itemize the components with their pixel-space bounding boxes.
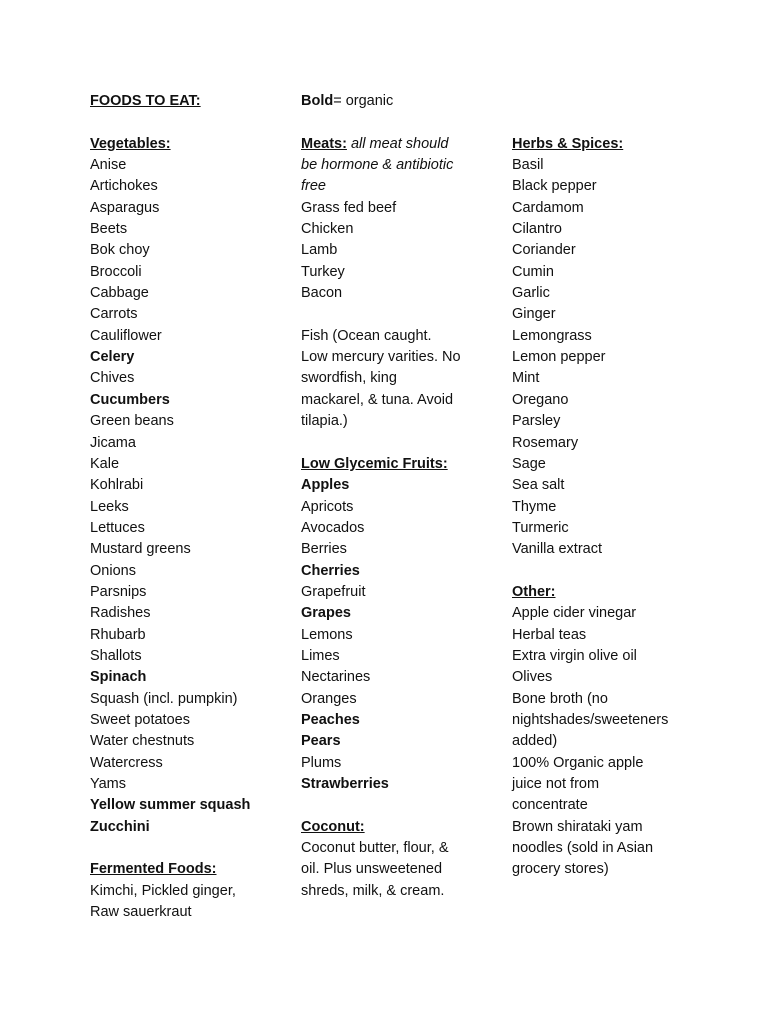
list-item: Water chestnuts (90, 733, 195, 750)
meats-heading: Meats: (301, 135, 347, 152)
fruits-heading: Low Glycemic Fruits: (301, 455, 448, 472)
meats-heading-line (301, 134, 481, 155)
list-item: Plums (301, 754, 342, 771)
list-item: Anise (90, 157, 127, 174)
list-item: Turmeric (512, 519, 569, 536)
text-line: noodles (sold in Asian (512, 840, 654, 857)
page-title: FOODS TO EAT: (90, 93, 201, 109)
list-item: Rhubarb (90, 626, 146, 643)
bold-legend: Bold= organic (301, 93, 394, 109)
list-item: Lettuces (90, 519, 145, 536)
list-item: Cilantro (512, 221, 562, 238)
list-item: Jicama (90, 434, 136, 451)
list-item: Chives (90, 370, 135, 387)
list-item: Lemon pepper (512, 349, 606, 366)
list-item: Strawberries (301, 776, 389, 792)
text-line: juice not from (512, 776, 600, 792)
fruits-list (301, 475, 481, 795)
meats-note: free (301, 178, 326, 195)
column-meats-fruits (301, 91, 481, 902)
list-item: Yellow summer squash (90, 797, 251, 814)
list-item: Chicken (301, 221, 354, 238)
list-item: Squash (incl. pumpkin) (90, 690, 238, 707)
list-item: Apples (301, 477, 350, 494)
text-line: Brown shirataki yam (512, 818, 643, 835)
list-item: Rosemary (512, 434, 579, 451)
text-line: Fish (Ocean caught. (301, 327, 432, 344)
text-line: Raw sauerkraut (90, 904, 192, 921)
text-line: oil. Plus unsweetened (301, 861, 443, 878)
meats-list (301, 198, 481, 305)
text-line: Coconut butter, flour, & (301, 840, 449, 857)
list-item: Sweet potatoes (90, 711, 190, 728)
text-line: Bone broth (no (512, 690, 608, 707)
list-item: Parsnips (90, 583, 147, 600)
herbs-list (512, 155, 702, 561)
list-item: Ginger (512, 306, 556, 323)
column-vegetables (90, 91, 285, 923)
list-item: Sea salt (512, 477, 565, 494)
list-item: Celery (90, 349, 135, 366)
text-line: mackarel, & tuna. Avoid (301, 391, 454, 408)
list-item: Grapefruit (301, 583, 366, 600)
list-item: Kale (90, 455, 120, 472)
vegetables-list (90, 155, 285, 838)
text-line: Extra virgin olive oil (512, 647, 637, 664)
list-item: Lemons (301, 626, 353, 643)
list-item: Cucumbers (90, 391, 170, 408)
list-item: Green beans (90, 413, 174, 430)
text-line: Kimchi, Pickled ginger, (90, 882, 236, 899)
list-item: Cherries (301, 562, 360, 579)
list-item: Oranges (301, 690, 357, 707)
list-item: Carrots (90, 306, 138, 323)
text-line: grocery stores) (512, 861, 609, 878)
text-line: Low mercury varities. No (301, 349, 461, 366)
coconut-note (301, 838, 481, 902)
herbs-heading: Herbs & Spices: (512, 135, 624, 152)
list-item: Zucchini (90, 818, 150, 835)
list-item: Watercress (90, 754, 163, 771)
text-line: shreds, milk, & cream. (301, 882, 445, 899)
list-item: Parsley (512, 413, 561, 430)
text-line: nightshades/sweeteners (512, 711, 669, 728)
list-item: Pears (301, 733, 341, 750)
list-item: Peaches (301, 711, 360, 728)
list-item: Lemongrass (512, 327, 592, 344)
list-item: Artichokes (90, 178, 158, 195)
list-item: Avocados (301, 519, 365, 536)
list-item: Onions (90, 562, 136, 579)
column-herbs-other (512, 91, 702, 881)
list-item: Sage (512, 455, 546, 472)
list-item: Mint (512, 370, 540, 387)
other-heading: Other: (512, 583, 556, 600)
list-item: Cabbage (90, 285, 149, 302)
list-item: Nectarines (301, 669, 371, 686)
list-item: Asparagus (90, 199, 160, 216)
list-item: Yams (90, 776, 126, 792)
list-item: Mustard greens (90, 541, 191, 558)
list-item: Garlic (512, 285, 550, 302)
list-item: Turkey (301, 263, 345, 280)
list-item: Thyme (512, 498, 557, 515)
list-item: Bacon (301, 285, 343, 302)
text-line: Olives (512, 669, 553, 686)
list-item: Radishes (90, 605, 151, 622)
list-item: Basil (512, 157, 544, 174)
list-item: Kohlrabi (90, 477, 144, 494)
list-item: Lamb (301, 242, 338, 259)
other-list (512, 603, 702, 880)
list-item: Vanilla extract (512, 541, 602, 558)
vegetables-heading: Vegetables: (90, 135, 171, 152)
meats-note: be hormone & antibiotic (301, 157, 454, 174)
list-item: Apricots (301, 498, 354, 515)
list-item: Berries (301, 541, 347, 558)
text-line: tilapia.) (301, 413, 348, 430)
text-line: Apple cider vinegar (512, 605, 637, 622)
text-line: added) (512, 733, 558, 750)
text-line: Herbal teas (512, 626, 587, 643)
text-line: swordfish, king (301, 370, 397, 387)
coconut-heading: Coconut: (301, 818, 365, 835)
list-item: Oregano (512, 391, 569, 408)
list-item: Cardamom (512, 199, 584, 216)
list-item: Beets (90, 221, 128, 238)
text-line: 100% Organic apple (512, 754, 644, 771)
list-item: Grapes (301, 605, 351, 622)
list-item: Broccoli (90, 263, 142, 280)
list-item: Bok choy (90, 242, 150, 259)
list-item: Leeks (90, 498, 129, 515)
fish-note (301, 326, 481, 433)
list-item: Cumin (512, 263, 554, 280)
list-item: Cauliflower (90, 327, 162, 344)
list-item: Black pepper (512, 178, 597, 195)
fermented-list (90, 881, 285, 924)
list-item: Coriander (512, 242, 576, 259)
list-item: Limes (301, 647, 340, 664)
text-line: concentrate (512, 797, 588, 814)
list-item: Spinach (90, 669, 147, 686)
meats-note: all meat should (346, 135, 449, 152)
list-item: Grass fed beef (301, 199, 397, 216)
list-item: Shallots (90, 647, 142, 664)
fermented-heading: Fermented Foods: (90, 861, 217, 878)
